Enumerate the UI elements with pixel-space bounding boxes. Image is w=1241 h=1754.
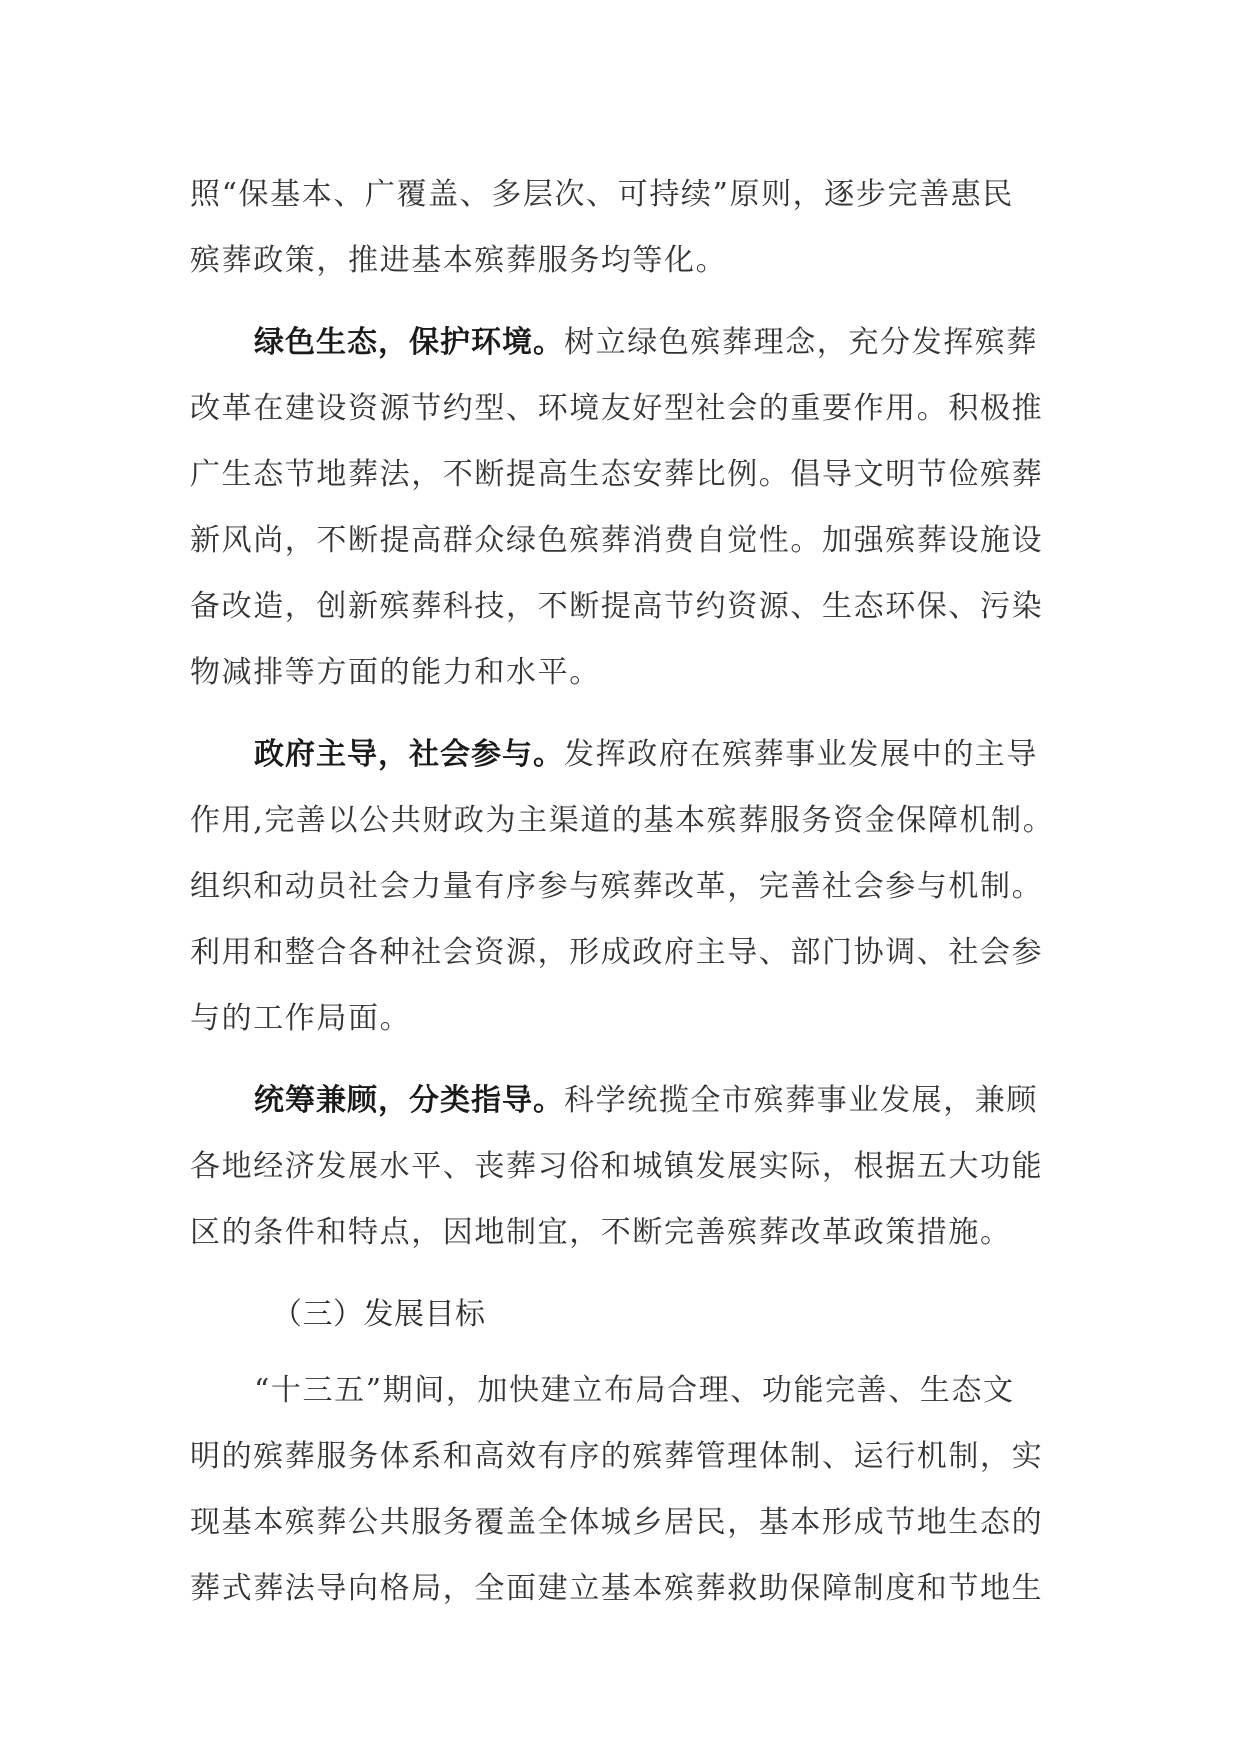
text-segment: 树立绿色殡葬理念，充分发挥殡葬 xyxy=(564,325,1038,360)
paragraph-lead-bold: 统筹兼顾，分类指导。 xyxy=(254,1083,564,1118)
paragraph-green-ecology xyxy=(190,310,1052,706)
text-line xyxy=(190,722,1052,788)
text-line: 各地经济发展水平、丧葬习俗和城镇发展实际，根据五大功能 xyxy=(190,1149,1044,1184)
text-line: 利用和整合各种社会资源，形成政府主导、部门协调、社会参 xyxy=(190,935,1044,970)
paragraph-government-led xyxy=(190,722,1055,1052)
text-line: 广生态节地葬法，不断提高生态安葬比例。倡导文明节俭殡葬 xyxy=(190,457,1044,492)
text-line: 葬式葬法导向格局，全面建立基本殡葬救助保障制度和节地生 xyxy=(190,1571,1044,1606)
text-line: 备改造，创新殡葬科技，不断提高节约资源、生态环保、污染 xyxy=(190,589,1044,624)
text-line xyxy=(190,310,1052,376)
text-line: 区的条件和特点，因地制宜，不断完善殡葬改革政策措施。 xyxy=(190,1215,1012,1250)
paragraph-overall-planning xyxy=(190,1068,1052,1266)
text-line: 现基本殡葬公共服务覆盖全体城乡居民，基本形成节地生态的 xyxy=(190,1505,1044,1540)
text-line: 物减排等方面的能力和水平。 xyxy=(190,655,601,690)
section-heading-development-goals: （三）发展目标 xyxy=(272,1297,486,1332)
text-line: 明的殡葬服务体系和高效有序的殡葬管理体制、运行机制，实 xyxy=(190,1439,1044,1474)
text-line: 新风尚，不断提高群众绿色殡葬消费自觉性。加强殡葬设施设 xyxy=(190,523,1044,558)
text-line: 照“保基本、广覆盖、多层次、可持续”原则，逐步完善惠民 xyxy=(190,177,1014,212)
text-line xyxy=(190,1068,1052,1134)
paragraph-lead-bold: 政府主导，社会参与。 xyxy=(254,737,564,772)
text-segment: 发挥政府在殡葬事业发展中的主导 xyxy=(564,737,1038,772)
text-line: “十三五”期间，加快建立布局合理、功能完善、生态文 xyxy=(254,1373,1015,1408)
text-line: 作用,完善以公共财政为主渠道的基本殡葬服务资金保障机制。 xyxy=(190,803,1055,838)
text-line: 殡葬政策，推进基本殡葬服务均等化。 xyxy=(190,243,728,278)
paragraph-development-goals xyxy=(190,1358,1052,1622)
text-line: 改革在建设资源节约型、环境友好型社会的重要作用。积极推 xyxy=(190,391,1044,426)
paragraph-lead-bold: 绿色生态，保护环境。 xyxy=(254,325,564,360)
text-segment: 科学统揽全市殡葬事业发展，兼顾 xyxy=(564,1083,1038,1118)
document-body xyxy=(190,162,1055,1638)
text-line: 组织和动员社会力量有序参与殡葬改革，完善社会参与机制。 xyxy=(190,869,1044,904)
text-line: 与的工作局面。 xyxy=(190,1001,412,1036)
paragraph-principles-continuation xyxy=(190,162,1052,294)
